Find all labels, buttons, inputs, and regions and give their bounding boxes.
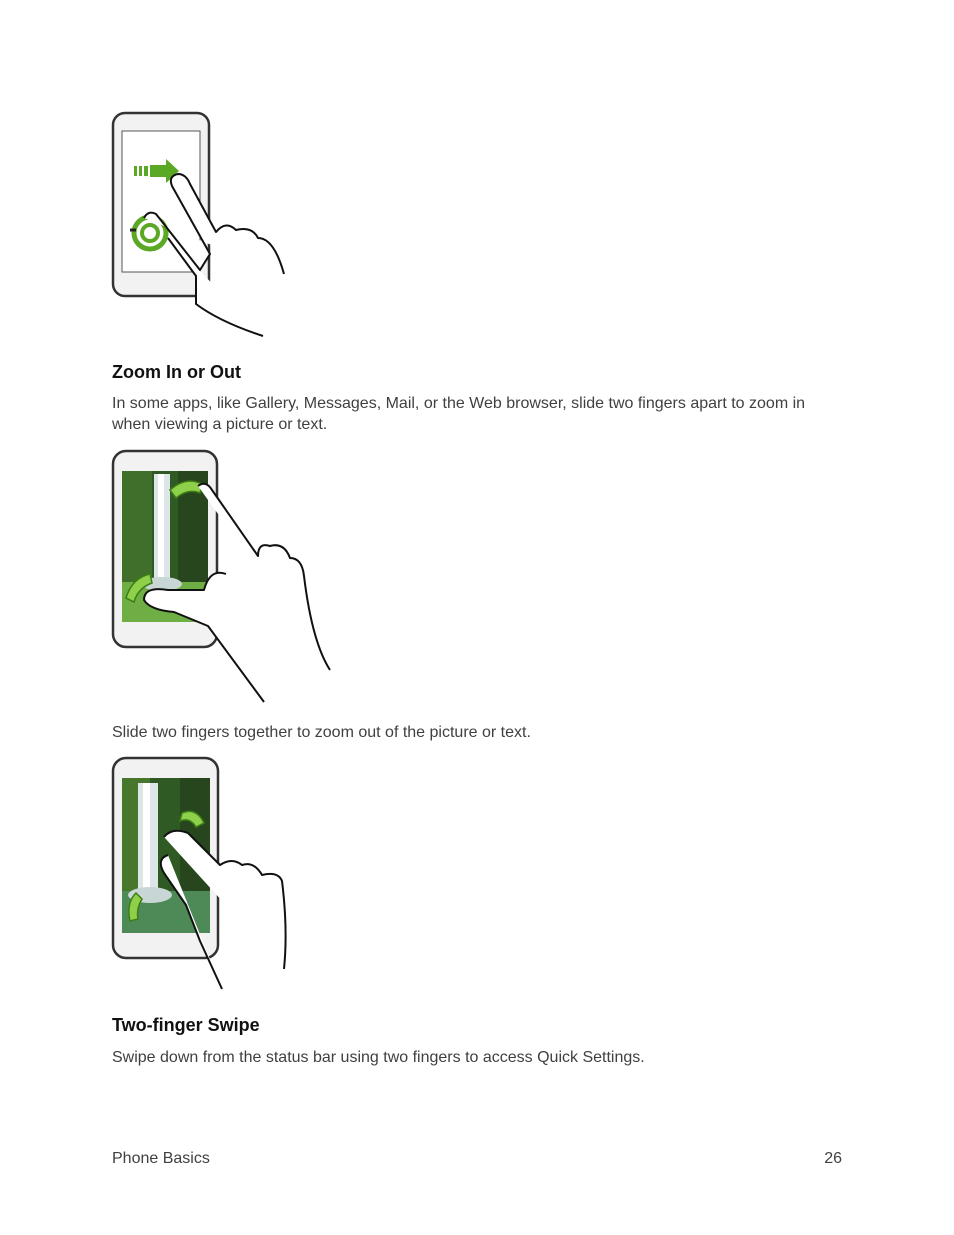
zoom-out-paragraph: Slide two fingers together to zoom out of the picture or text.	[112, 724, 531, 741]
two-finger-swipe-paragraph: Swipe down from the status bar using two fingers to access Quick Settings.	[112, 1049, 645, 1066]
footer-section-name: Phone Basics	[112, 1150, 210, 1167]
zoom-in-figure	[108, 446, 336, 708]
drag-gesture-figure	[108, 108, 298, 340]
zoom-out-illustration	[108, 753, 293, 995]
footer-page-number: 26	[824, 1150, 842, 1167]
zoom-in-paragraph: In some apps, like Gallery, Messages, Mail, or the Web browser, slide two fingers apart to zoom in when viewing a picture or text.	[112, 395, 806, 433]
section-heading-two-finger-swipe: Two-finger Swipe	[112, 1015, 260, 1035]
zoom-in-illustration	[108, 446, 336, 708]
zoom-out-figure	[108, 753, 293, 995]
section-heading-zoom: Zoom In or Out	[112, 362, 241, 382]
drag-gesture-illustration	[108, 108, 298, 340]
